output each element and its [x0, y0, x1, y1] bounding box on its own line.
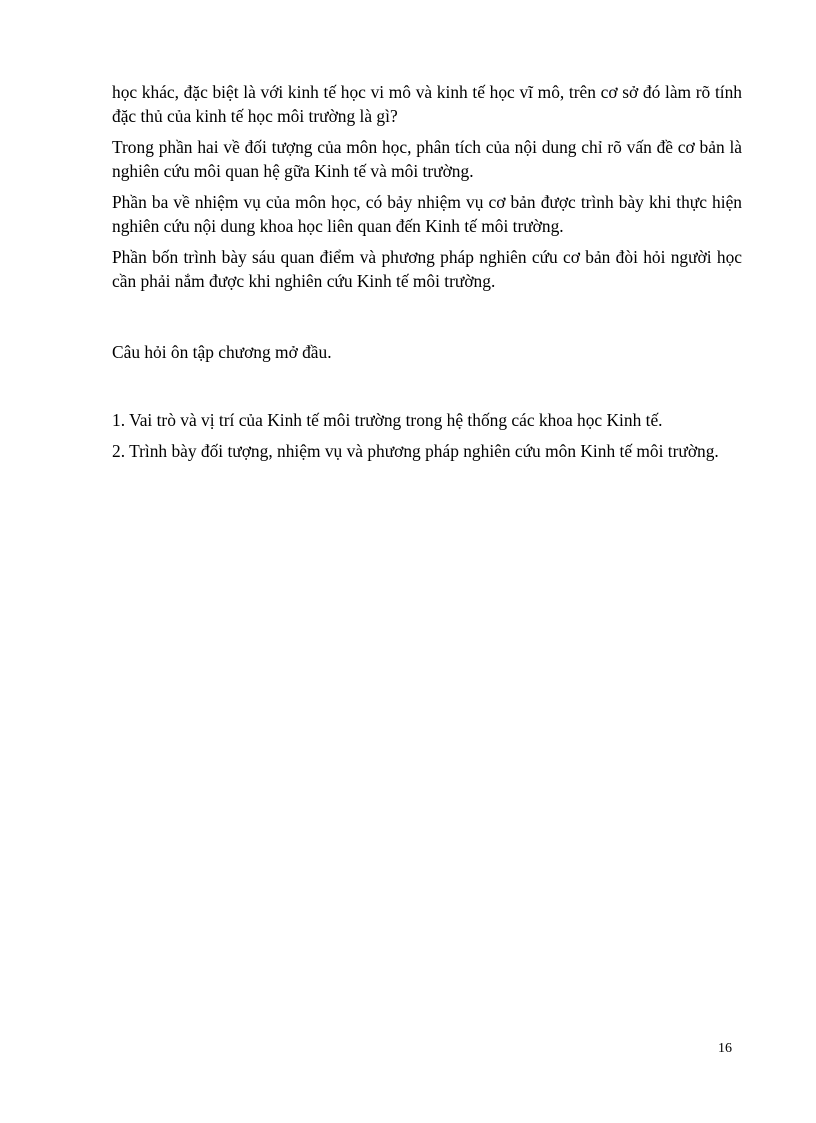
review-questions-list: [112, 408, 742, 470]
paragraph-intro-continuation: học khác, đặc biệt là với kinh tế học vi mô và kinh tế học vĩ mô, trên cơ sở đó làm rõ tính đặc thủ của kinh tế học môi trường là gì?: [112, 82, 742, 126]
paragraph-part-two: Trong phần hai về đối tượng của môn học, phân tích của nội dung chỉ rõ vấn đề cơ bản là nghiên cứu môi quan hệ gữa Kinh tế và môi trường.: [112, 137, 742, 181]
summary-text: [112, 80, 742, 300]
review-question-2: 2. Trình bày đối tượng, nhiệm vụ và phương pháp nghiên cứu môn Kinh tế môi trường.: [112, 441, 719, 461]
paragraph-part-three: Phần ba về nhiệm vụ của môn học, có bảy nhiệm vụ cơ bản được trình bày khi thực hiện nghiên cứu nội dung khoa học liên quan đến Kinh tế môi trường.: [112, 192, 742, 236]
review-questions-heading: Câu hỏi ôn tập chương mở đầu.: [112, 342, 332, 362]
page-number: 16: [718, 1041, 732, 1056]
paragraph-part-four: Phần bốn trình bày sáu quan điểm và phương pháp nghiên cứu cơ bản đòi hỏi người học cần phải nắm được khi nghiên cứu Kinh tế môi trường.: [112, 247, 742, 291]
review-question-1: 1. Vai trò và vị trí của Kinh tế môi trường trong hệ thống các khoa học Kinh tế.: [112, 410, 663, 430]
